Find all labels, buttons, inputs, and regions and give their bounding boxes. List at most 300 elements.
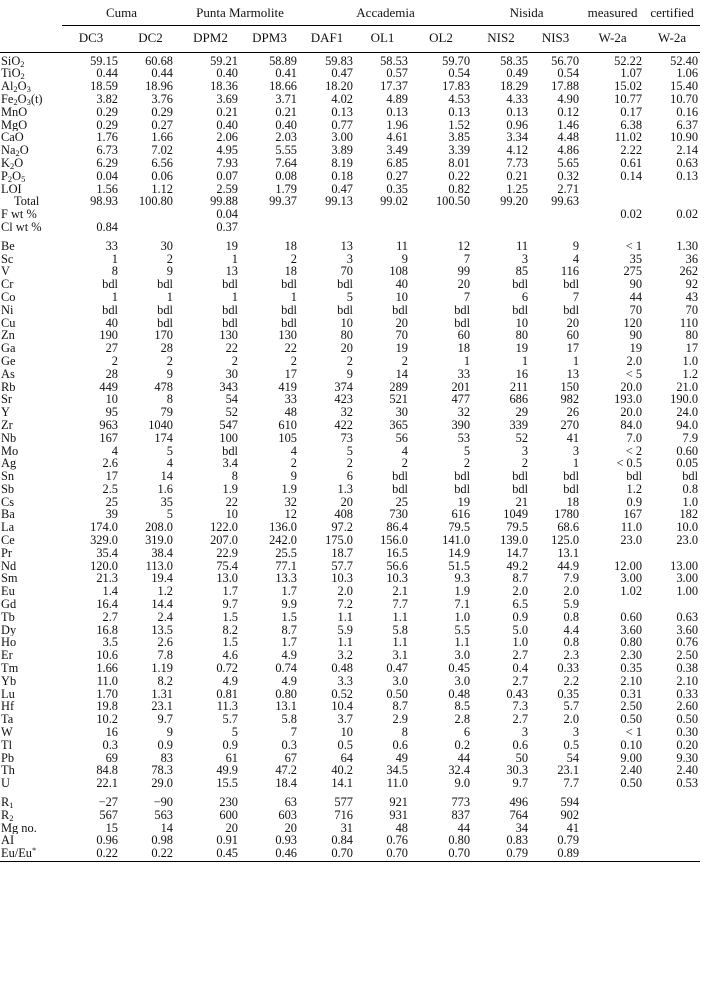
table-cell: 20: [284, 821, 297, 835]
table-cell: 11.0: [386, 777, 408, 791]
table-cell: 7.93: [216, 156, 238, 170]
table-cell: 10.70: [670, 92, 699, 106]
table-cell: 9: [346, 367, 353, 381]
table-cell: 44: [457, 821, 471, 835]
table-cell: 1.1: [392, 636, 408, 650]
table-cell: 2: [401, 354, 408, 368]
table-cell: 4: [166, 457, 173, 471]
table-cell: < 1: [625, 239, 643, 253]
table-cell: bdl: [454, 316, 471, 330]
table-cell: 329.0: [90, 534, 118, 547]
row-label-part: Zn: [1, 329, 15, 343]
row-label: [0, 752, 62, 765]
table-cell: [299, 221, 355, 234]
table-cell: bdl: [281, 303, 297, 317]
table-cell: 2: [111, 354, 118, 368]
table-cell: 44.9: [557, 559, 580, 573]
table-cell: 8.7: [281, 623, 297, 637]
table-cell: 13: [340, 239, 353, 253]
table-cell: 6.56: [151, 156, 173, 170]
table-cell: 7.73: [506, 156, 529, 170]
table-cell: 20: [395, 316, 408, 330]
table-row: [0, 381, 700, 394]
table-cell: 3.7: [337, 713, 353, 727]
table-cell: 9.9: [281, 598, 297, 611]
group-cuma: Cuma: [62, 0, 181, 25]
table-cell: 190.0: [670, 393, 699, 407]
table-cell: 68.6: [557, 521, 580, 535]
table-cell: 5.7: [563, 700, 580, 714]
row-label-part: Y: [1, 406, 10, 419]
table-cell: bdl: [102, 303, 118, 317]
table-cell: 0.49: [506, 67, 529, 81]
table-cell: 0.48: [331, 662, 353, 675]
table-cell: 1.6: [157, 482, 173, 496]
table-cell: [581, 822, 644, 835]
table-cell: 2: [521, 457, 529, 471]
table-cell: 23.0: [676, 534, 699, 547]
row-label: [0, 106, 62, 119]
table-cell: 773: [451, 796, 471, 809]
table-cell: < 5: [625, 367, 643, 381]
table-cell: 0.13: [506, 105, 529, 119]
row-label-part: Nb: [1, 431, 17, 445]
table-cell: [581, 547, 644, 560]
table-cell: 19: [629, 342, 643, 355]
table-cell: 156.0: [380, 534, 408, 547]
table-row: [0, 636, 700, 649]
table-cell: 0.70: [355, 847, 410, 861]
row-label: [0, 80, 62, 93]
table-cell: 0.50: [676, 713, 699, 727]
table-cell: 3: [521, 726, 529, 739]
table-cell: 17: [284, 367, 297, 381]
table-cell: 0.81: [216, 687, 238, 701]
table-cell: 0.76: [676, 636, 699, 650]
table-cell: 75.4: [216, 559, 238, 573]
table-cell: 8.2: [157, 674, 173, 688]
table-cell: 5.8: [281, 713, 297, 727]
table-cell: 57.7: [331, 559, 353, 573]
table-cell: [120, 221, 181, 234]
table-cell: 2.5: [102, 482, 118, 496]
table-cell: 0.37: [216, 220, 238, 234]
row-label-part: 1: [9, 800, 14, 809]
table-cell: 211: [509, 380, 529, 394]
table-row: [0, 585, 700, 598]
row-label-part: Ce: [1, 534, 15, 547]
table-cell: bdl: [682, 470, 699, 483]
table-cell: 49.2: [506, 559, 529, 573]
table-cell: 1.06: [676, 67, 699, 81]
table-cell: 14: [160, 470, 173, 483]
table-cell: 0.47: [386, 662, 408, 675]
table-cell: 0.20: [676, 738, 699, 752]
table-cell: 339: [509, 418, 529, 432]
table-cell: 1.19: [151, 662, 173, 675]
table-cell: 108: [389, 265, 408, 279]
table-cell: bdl: [563, 470, 580, 483]
table-cell: [240, 208, 299, 221]
row-label-part: O: [14, 156, 24, 170]
table-cell: 0.54: [448, 67, 471, 81]
table-cell: 3: [521, 252, 529, 266]
group-certified: certified: [644, 0, 700, 25]
table-cell: 1.0: [682, 354, 699, 368]
table-cell: 3.0: [454, 674, 471, 688]
table-cell: 1.1: [337, 636, 353, 650]
table-cell: 1: [231, 252, 238, 266]
table-cell: 4.9: [281, 674, 297, 688]
row-label: [0, 809, 62, 822]
table-cell: 3: [572, 726, 580, 739]
row-label-part: Nd: [1, 559, 17, 573]
table-cell: 0.29: [96, 118, 118, 132]
table-cell: 0.22: [62, 847, 120, 861]
row-label: [0, 278, 62, 291]
table-cell: 18.29: [500, 80, 529, 93]
table-row: [0, 317, 700, 330]
table-cell: 1: [166, 290, 173, 304]
table-cell: 0.31: [620, 687, 643, 701]
table-cell: 52.40: [670, 54, 699, 68]
table-cell: 390: [451, 418, 471, 432]
table-cell: 0.63: [676, 156, 699, 170]
row-label: [0, 131, 62, 144]
table-cell: bdl: [222, 444, 238, 458]
table-cell: 5.9: [563, 598, 580, 611]
row-label-part: U: [1, 777, 10, 791]
table-cell: 22.1: [96, 777, 118, 791]
table-cell: 22.9: [216, 546, 238, 560]
table-cell: 2.7: [102, 610, 118, 624]
row-label-part: Al: [1, 80, 14, 93]
table-cell: 2.3: [563, 649, 580, 663]
table-cell: 48: [284, 406, 297, 419]
table-cell: 0.45: [448, 662, 471, 675]
table-cell: 0.8: [563, 636, 580, 650]
table-cell: 1.30: [676, 239, 699, 253]
table-cell: 1.79: [275, 182, 297, 196]
table-cell: 52.22: [614, 54, 643, 68]
table-cell: 125.0: [551, 534, 580, 547]
table-cell: 10.2: [96, 713, 118, 727]
table-cell: 2.71: [557, 182, 580, 196]
row-label-part: 2: [13, 96, 18, 106]
table-cell: 7.8: [157, 649, 173, 663]
table-cell: 1: [572, 457, 580, 471]
table-cell: 38.4: [151, 546, 173, 560]
table-cell: 0.22: [120, 847, 181, 861]
table-cell: bdl: [337, 303, 353, 317]
table-cell: 0.9: [512, 610, 529, 624]
table-cell: 6: [346, 470, 353, 483]
table-cell: 5.8: [392, 623, 408, 637]
row-label-part: Cr: [1, 278, 14, 291]
table-cell: 9.30: [676, 751, 699, 765]
table-cell: 16.8: [96, 623, 118, 637]
table-cell: 14.9: [448, 546, 471, 560]
table-cell: 5.0: [512, 623, 529, 637]
table-cell: 0.47: [331, 67, 353, 81]
table-cell: 7: [572, 290, 580, 304]
table-cell: 23.1: [151, 700, 173, 714]
table-cell: 6.37: [676, 118, 699, 132]
table-cell: 0.44: [96, 67, 118, 81]
table-cell: 58.53: [380, 54, 408, 68]
table-cell: 97.2: [331, 521, 353, 535]
table-cell: 0.76: [386, 834, 408, 848]
table-cell: 9: [166, 265, 173, 279]
table-cell: 9.7: [222, 598, 238, 611]
table-cell: 3.82: [96, 92, 118, 106]
table-cell: 563: [154, 808, 173, 822]
table-cell: bdl: [157, 303, 173, 317]
table-cell: 11: [396, 239, 408, 253]
table-cell: 2.0: [337, 585, 353, 599]
table-cell: 18: [284, 239, 297, 253]
table-cell: 0.46: [240, 847, 299, 861]
table-cell: 0.72: [216, 662, 238, 675]
table-cell: 9.3: [454, 572, 471, 586]
table-cell: 3.1: [392, 649, 408, 663]
table-cell: 10.4: [331, 700, 353, 714]
table-cell: 1.52: [448, 118, 471, 132]
table-row: [0, 809, 700, 822]
table-cell: 5: [463, 444, 471, 458]
table-cell: 3.60: [676, 623, 699, 637]
table-cell: 11.0: [96, 674, 118, 688]
row-label: [0, 457, 62, 470]
table-cell: 1049: [503, 508, 529, 522]
table-cell: 174.0: [90, 521, 118, 535]
table-cell: 9.7: [512, 777, 529, 791]
table-cell: [410, 221, 472, 234]
table-cell: 0.9: [157, 738, 173, 752]
table-cell: 4: [111, 444, 118, 458]
table-cell: 70: [685, 303, 699, 317]
table-cell: 478: [154, 380, 173, 394]
table-cell: 6.85: [386, 156, 408, 170]
table-cell: 1.96: [386, 118, 408, 132]
table-cell: 0.50: [620, 713, 643, 727]
table-cell: 547: [219, 418, 238, 432]
row-label-part: Pr: [1, 546, 13, 560]
table-cell: 5.9: [337, 623, 353, 637]
row-label-part: Mg no.: [1, 821, 37, 835]
table-cell: 0.35: [557, 687, 580, 701]
table-cell: 3.76: [151, 92, 173, 106]
table-cell: [581, 847, 644, 861]
row-label: [0, 764, 62, 777]
table-cell: 6.5: [512, 598, 529, 611]
table-cell: 19: [515, 342, 529, 355]
table-cell: 5: [346, 290, 353, 304]
row-label: [0, 93, 62, 106]
table-cell: 0.96: [96, 834, 118, 848]
row-label: [0, 560, 62, 573]
table-cell: [644, 598, 700, 611]
table-cell: < 0.5: [616, 457, 643, 471]
row-label-part: Eu/Eu: [1, 847, 32, 861]
table-cell: [410, 208, 472, 221]
table-cell: 2: [290, 457, 297, 471]
row-label: [0, 144, 62, 157]
table-cell: 4.86: [557, 144, 580, 157]
table-cell: [530, 208, 581, 221]
table-cell: 0.04: [216, 208, 238, 221]
table-cell: 2: [290, 252, 297, 266]
table-cell: 0.8: [682, 482, 699, 496]
table-cell: [472, 221, 530, 234]
table-row: [0, 93, 700, 106]
row-label: [0, 342, 62, 355]
table-cell: 0.06: [151, 169, 173, 183]
group-accademia: Accademia: [299, 0, 472, 25]
table-cell: 4.61: [386, 131, 408, 145]
table-cell: 4.53: [448, 92, 471, 106]
table-cell: 837: [451, 808, 471, 822]
row-label-part: O: [19, 144, 29, 157]
table-cell: 3.5: [102, 636, 118, 650]
table-cell: 105: [278, 431, 297, 445]
table-cell: 610: [278, 418, 297, 432]
table-cell: 122.0: [210, 521, 238, 535]
table-cell: 2.30: [620, 649, 643, 663]
table-cell: 18.36: [210, 80, 238, 93]
table-cell: 70: [395, 329, 408, 343]
table-cell: bdl: [512, 470, 529, 483]
table-cell: 2.8: [454, 713, 471, 727]
table-cell: 18.96: [145, 80, 173, 93]
table-cell: 730: [389, 508, 408, 522]
table-cell: 79.5: [506, 521, 529, 535]
table-cell: 1: [111, 290, 118, 304]
table-cell: −90: [153, 796, 173, 809]
table-cell: 4: [290, 444, 297, 458]
table-cell: 1780: [554, 508, 580, 522]
table-cell: 5.7: [222, 713, 238, 727]
table-cell: 70: [629, 303, 643, 317]
table-cell: 3.00: [331, 131, 353, 145]
table-cell: 1: [463, 354, 471, 368]
table-cell: 1.2: [157, 585, 173, 599]
table-cell: 449: [99, 380, 118, 394]
table-cell: 0.04: [96, 169, 118, 183]
row-label-part: Cs: [1, 495, 15, 509]
table-cell: 0.13: [676, 169, 699, 183]
table-cell: 18.20: [325, 80, 353, 93]
table-cell: 1.5: [222, 610, 238, 624]
table-cell: 182: [679, 508, 699, 522]
table-cell: 319.0: [145, 534, 173, 547]
row-label-part: Rb: [1, 380, 16, 394]
table-row: [0, 329, 700, 342]
row-label-part: Sn: [1, 470, 15, 483]
table-cell: bdl: [102, 278, 118, 291]
table-cell: 7.02: [151, 144, 173, 157]
table-cell: 8: [231, 470, 238, 483]
table-cell: 33: [284, 393, 297, 407]
table-cell: 9: [166, 726, 173, 739]
table-cell: 1: [111, 252, 118, 266]
table-cell: 0.45: [181, 847, 240, 861]
table-cell: 120: [623, 316, 643, 330]
table-cell: 422: [334, 418, 353, 432]
table-cell: 13.1: [557, 546, 580, 560]
table-cell: 22: [225, 342, 238, 355]
table-row: [0, 470, 700, 483]
table-cell: 14.7: [506, 546, 529, 560]
table-cell: 25: [105, 495, 118, 509]
table-cell: 21.0: [676, 380, 699, 394]
table-cell: [472, 208, 530, 221]
table-cell: 496: [509, 796, 529, 809]
table-cell: 8: [111, 265, 118, 279]
table-cell: 15.40: [670, 80, 699, 93]
table-cell: 9.7: [157, 713, 173, 727]
table-cell: 99.02: [380, 195, 408, 209]
row-label-part: MgO: [1, 118, 28, 132]
table-cell: 0.14: [620, 169, 643, 183]
sample-header: DPM3: [240, 25, 299, 52]
table-cell: 521: [389, 393, 408, 407]
table-cell: 0.60: [676, 444, 699, 458]
row-label: [0, 67, 62, 80]
table-cell: 56: [395, 431, 408, 445]
table-cell: 616: [451, 508, 471, 522]
table-cell: 51.5: [448, 559, 471, 573]
row-label: [0, 636, 62, 649]
table-cell: 4.12: [506, 144, 529, 157]
sample-header: DC3: [62, 25, 120, 52]
row-label: [0, 393, 62, 406]
table-cell: 0.5: [563, 738, 580, 752]
row-label: [0, 317, 62, 330]
table-cell: 2.1: [392, 585, 408, 599]
table-row: [0, 547, 700, 560]
table-cell: 6.38: [620, 118, 643, 132]
table-cell: 30: [225, 367, 238, 381]
table-cell: 0.40: [216, 118, 238, 132]
table-row: [0, 183, 700, 196]
table-cell: bdl: [157, 278, 173, 291]
table-cell: 54: [566, 751, 580, 765]
table-cell: 2.6: [102, 457, 118, 471]
table-cell: 43: [685, 290, 699, 304]
table-row: [0, 221, 700, 234]
table-cell: 13: [566, 367, 580, 381]
table-row: [0, 240, 700, 253]
table-cell: [240, 221, 299, 234]
sample-header: NIS2: [472, 25, 530, 52]
row-label-part: Ho: [1, 636, 17, 650]
table-cell: 2.10: [620, 674, 643, 688]
table-cell: 2.0: [563, 713, 580, 727]
row-label: [0, 598, 62, 611]
table-cell: 2: [401, 457, 408, 471]
table-cell: 86.4: [386, 521, 408, 535]
table-cell: 3.60: [620, 623, 643, 637]
table-cell: 3: [521, 444, 529, 458]
table-cell: 3.00: [676, 572, 699, 586]
table-cell: 1.0: [512, 636, 529, 650]
table-cell: 2: [290, 354, 297, 368]
table-cell: 5.65: [557, 156, 580, 170]
table-cell: 13.00: [670, 559, 699, 573]
table-cell: 32.4: [448, 764, 471, 778]
table-cell: 30: [395, 406, 408, 419]
